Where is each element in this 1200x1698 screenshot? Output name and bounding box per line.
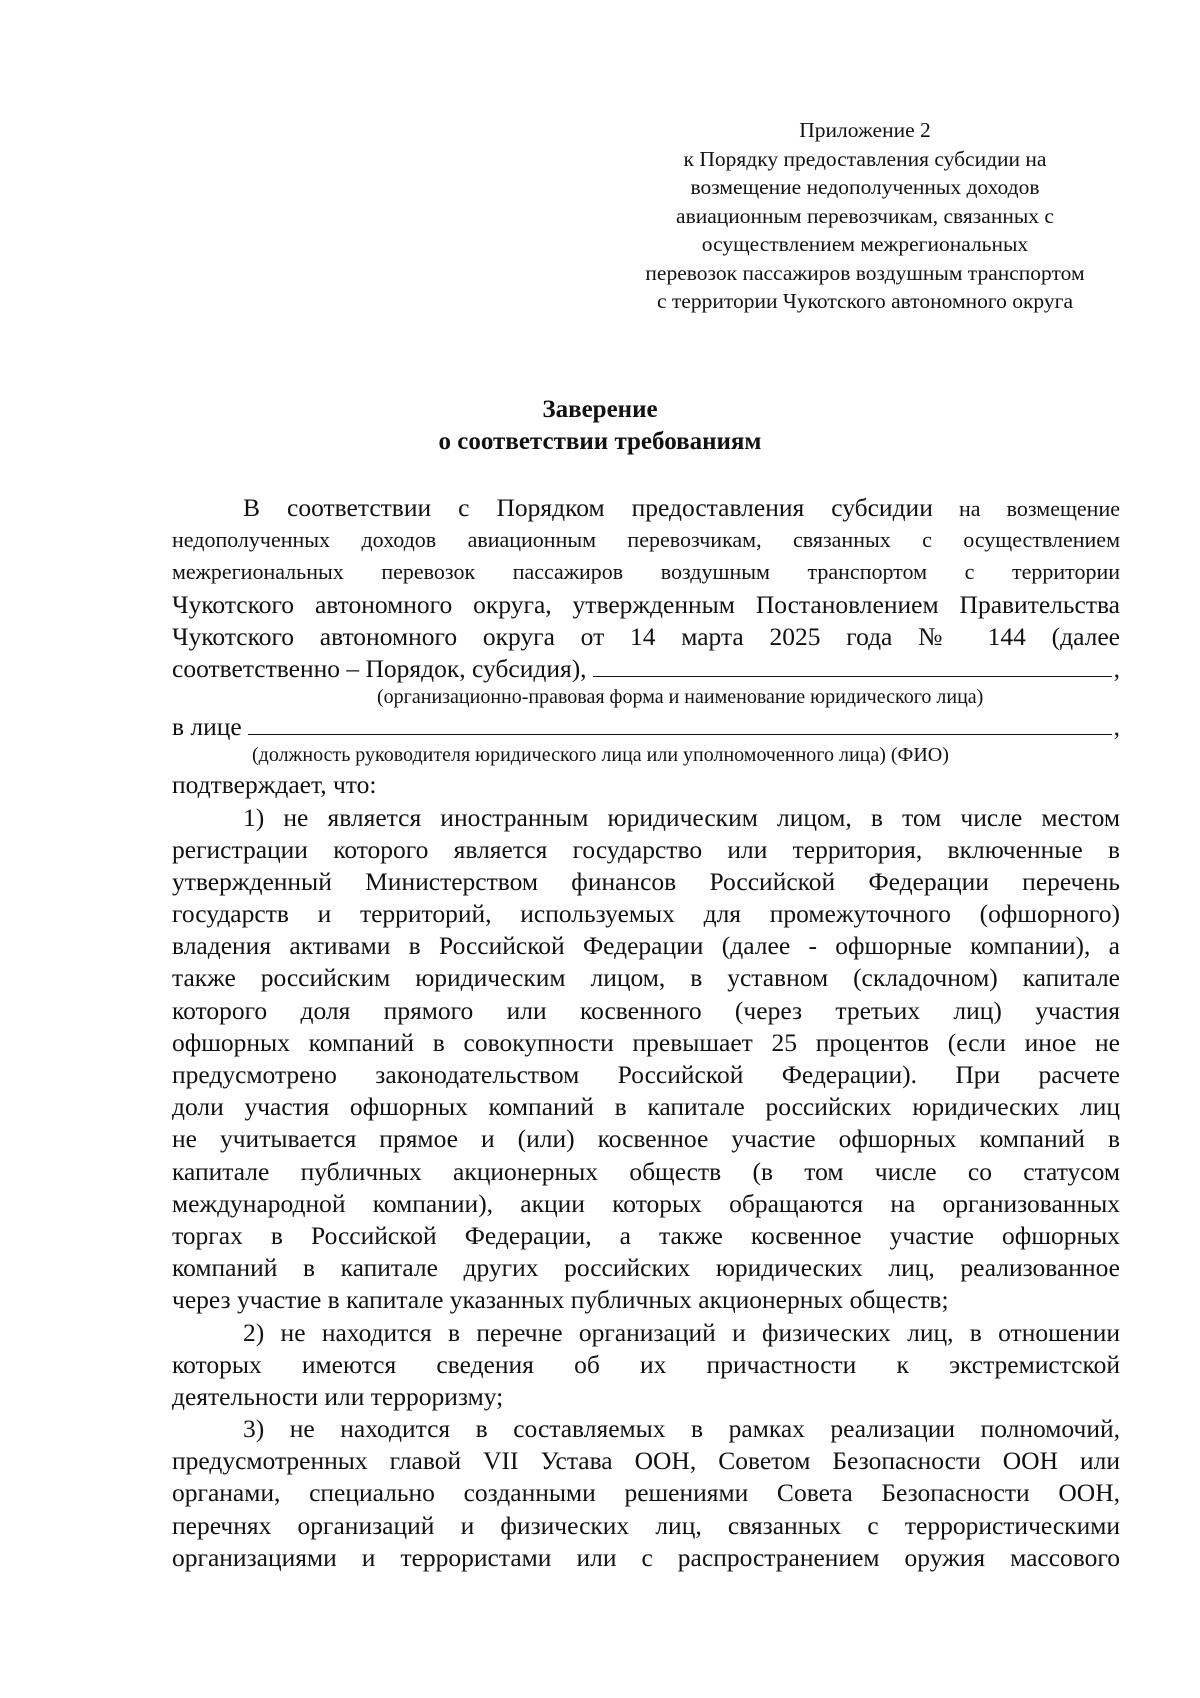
organization-fill-line	[172, 653, 1120, 685]
item-1-line: которого доля прямого или косвенного (через третьих лиц) участия	[172, 995, 1120, 1025]
item-1-line: через участие в капитале указанных публичных акционерных обществ;	[172, 1285, 949, 1315]
intro-line: недополученных доходов авиационным перевозчикам, связанных с осуществлением	[172, 527, 1120, 553]
representative-name-field[interactable]	[248, 712, 1112, 735]
intro-line: подтверждает, что:	[172, 770, 377, 800]
item-1-line: государств и территорий, используемых для промежуточного (офшорного)	[172, 899, 1120, 929]
organization-name-field[interactable]	[593, 654, 1112, 677]
appendix-line: осуществлением межрегиональных	[701, 232, 1029, 256]
item-1-line: не учитывается прямое и (или) косвенное участие офшорных компаний в	[172, 1124, 1120, 1154]
item-1-line: капитале публичных акционерных обществ (в том числе со статусом	[172, 1156, 1120, 1186]
item-1-line: международной компании), акции которых обращаются на организованных	[172, 1188, 1120, 1218]
item-2-line: деятельности или терроризму;	[172, 1381, 504, 1411]
item-1-line: офшорных компаний в совокупности превышает 25 процентов (если иное не	[172, 1027, 1120, 1057]
title-line-2: о соответствии требованиям	[438, 428, 762, 455]
item-1-line: доли участия офшорных компаний в капитале российских юридических лиц	[172, 1092, 1120, 1122]
item-1-line: утвержденный Министерством финансов Российской Федерации перечень	[172, 866, 1120, 896]
comma: ,	[1113, 712, 1120, 742]
document-body	[172, 492, 1120, 1574]
item-1-line: компаний в капитале других российских юридических лиц, реализованное	[172, 1253, 1120, 1283]
representative-fill-line	[172, 711, 1120, 743]
appendix-line: Приложение 2	[799, 118, 931, 142]
intro-line: В соответствии с Порядком предоставления субсидии на возмещение	[243, 493, 1120, 522]
appendix-line: с территории Чукотского автономного округа	[656, 289, 1074, 313]
item-1-line: предусмотрено законодательством Российской Федерации). При расчете	[172, 1060, 1120, 1089]
title-line-1: Заверение	[542, 396, 658, 423]
item-3-line: органами, специально созданными решениями Совета Безопасности ООН,	[172, 1478, 1120, 1508]
appendix-line: авиационным перевозчикам, связанных с	[676, 203, 1054, 228]
item-1-line: 1) не является иностранным юридическим лицом, в том числе местом	[243, 802, 1120, 832]
appendix-line: перевозок пассажиров воздушным транспортом	[645, 260, 1085, 285]
item-1-line: также российским юридическим лицом, в уставном (складочном) капитале	[172, 963, 1120, 993]
item-3-line: 3) не находится в составляемых в рамках реализации полномочий,	[243, 1414, 1120, 1444]
item-1-line: торгах в Российской Федерации, а также косвенное участие офшорных	[172, 1220, 1120, 1250]
item-2-line: 2) не находится в перечне организаций и физических лиц, в отношении	[243, 1317, 1120, 1347]
item-2-line: которых имеются сведения об их причастности к экстремистской	[172, 1349, 1120, 1379]
intro-line: Чукотского автономного округа, утвержденным Постановлением Правительства	[172, 589, 1120, 619]
intro-line: в лице	[172, 712, 242, 742]
intro-line: межрегиональных перевозок пассажиров воздушным транспортом с территории	[172, 559, 1120, 585]
item-3-line: перечнях организаций и физических лиц, связанных с террористическими	[172, 1510, 1120, 1540]
comma: ,	[1113, 653, 1120, 683]
organization-caption: (организационно-правовая форма и наименование юридического лица)	[377, 686, 984, 709]
appendix-line: возмещение недополученных доходов	[690, 175, 1040, 199]
item-1-line: владения активами в Российской Федерации (далее - офшорные компании), а	[172, 931, 1120, 961]
item-1-line: регистрации которого является государство или территория, включенные в	[172, 834, 1120, 864]
appendix-line: к Порядку предоставления субсидии на	[683, 146, 1047, 171]
intro-line: Чукотского автономного округа от 14 марта 2025 года № 144 (далее	[172, 621, 1120, 651]
representative-caption: (должность руководителя юридического лица или уполномоченного лица) (ФИО)	[252, 744, 949, 767]
item-3-line: предусмотренных главой VII Устава ООН, Советом Безопасности ООН или	[172, 1446, 1120, 1476]
document-title	[0, 394, 1200, 458]
appendix-header	[610, 116, 1120, 316]
intro-line: соответственно – Порядок, субсидия),	[172, 653, 587, 683]
item-3-line: организациями и террористами или с распространением оружия массового	[172, 1542, 1120, 1572]
